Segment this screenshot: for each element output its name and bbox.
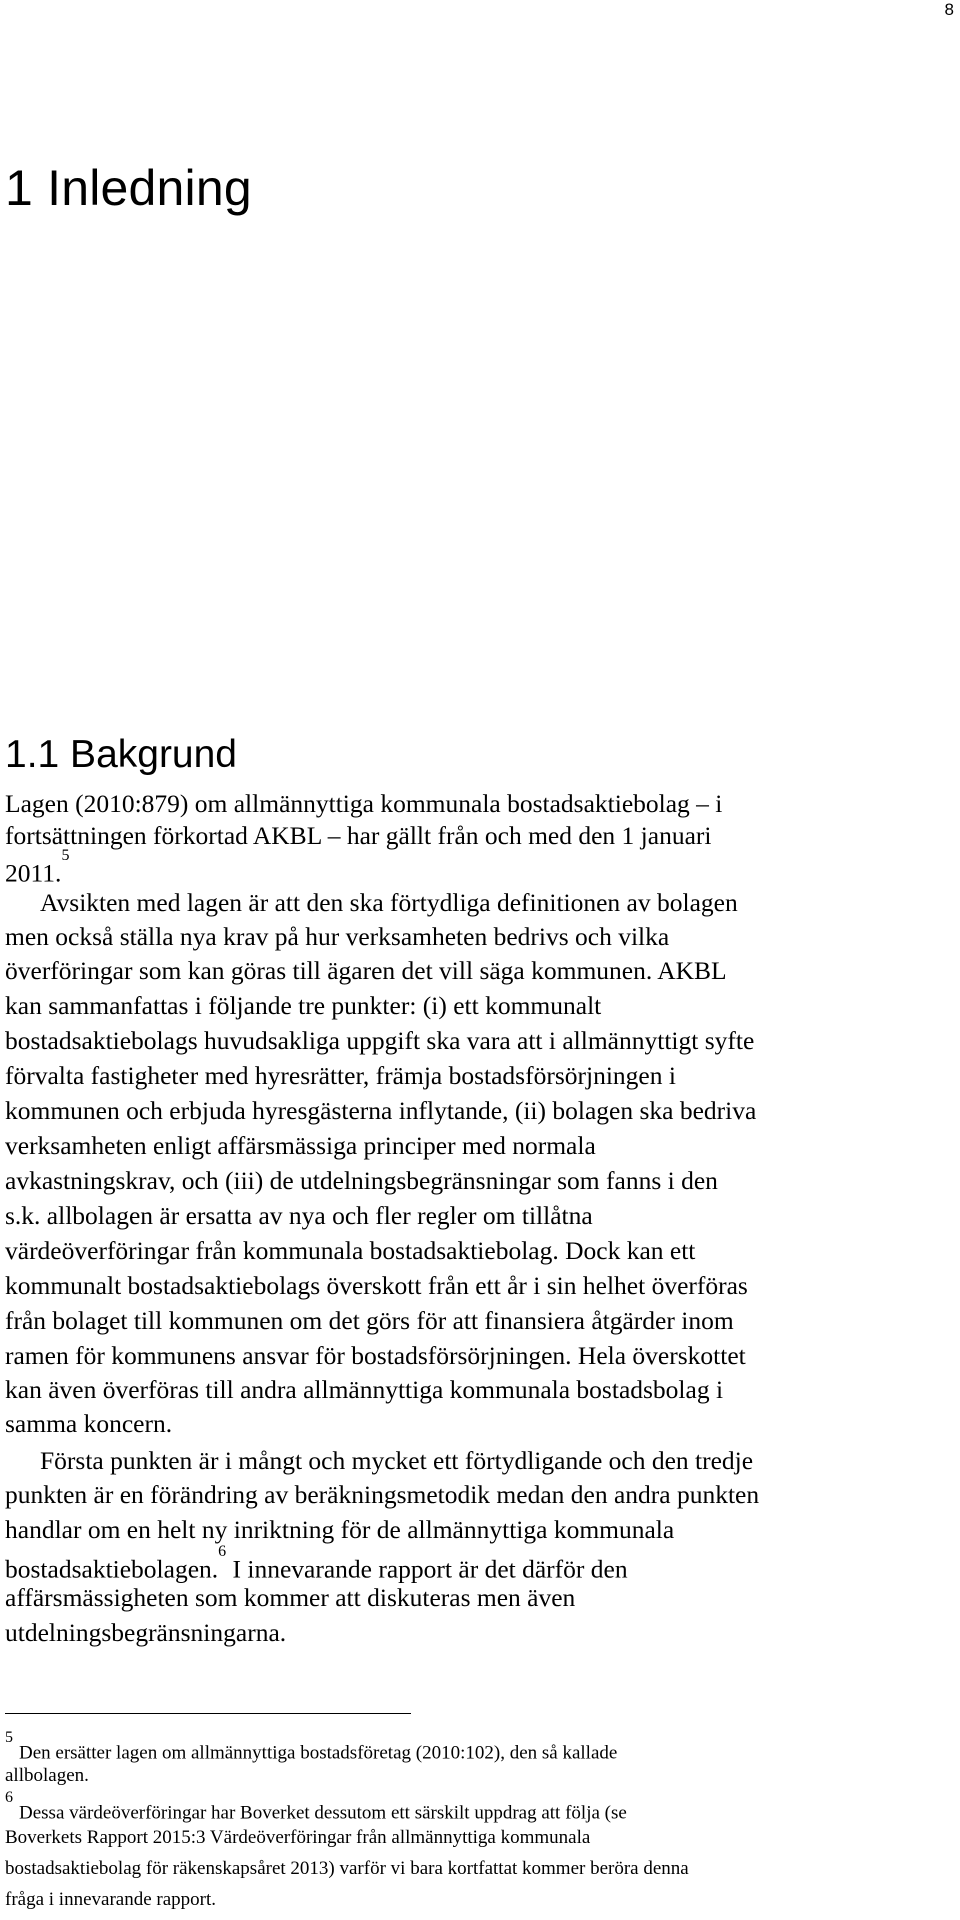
body-text-segment: I innevarande rapport är det därför den <box>226 1554 628 1584</box>
body-line: värdeöverföringar från kommunala bostadsaktiebolag. Dock kan ett <box>5 1236 696 1265</box>
body-line: Första punkten är i mångt och mycket ett förtydligande och den tredje <box>40 1446 754 1475</box>
body-line: kommunen och erbjuda hyresgästerna inflytande, (ii) bolagen ska bedriva <box>5 1096 757 1125</box>
body-line: samma koncern. <box>5 1409 173 1438</box>
footnote-line: bostadsaktiebolag för räkenskapsåret 2013) varför vi bara kortfattat kommer beröra denna <box>5 1858 689 1879</box>
body-line: s.k. allbolagen är ersatta av nya och fler regler om tillåtna <box>5 1201 593 1230</box>
chapter-title: 1 Inledning <box>5 160 252 216</box>
page-number: 8 <box>944 0 954 19</box>
body-line: handlar om en helt ny inriktning för de allmännyttiga kommunala <box>5 1515 675 1544</box>
body-line: bostadsaktiebolags huvudsakliga uppgift ska vara att i allmännyttigt syfte <box>5 1026 755 1055</box>
body-line: affärsmässigheten som kommer att diskuteras men även <box>5 1583 576 1612</box>
body-line: verksamheten enligt affärsmässiga principer med normala <box>5 1131 596 1160</box>
body-line: Lagen (2010:879) om allmännyttiga kommunala bostadsaktiebolag – i <box>5 789 723 818</box>
body-text-segment: 2011. <box>5 858 62 888</box>
body-line: kan sammanfattas i följande tre punkter: (i) ett kommunalt <box>5 991 602 1020</box>
body-line: ramen för kommunens ansvar för bostadsförsörjningen. Hela överskottet <box>5 1341 746 1370</box>
footnote-reference[interactable]: 5 <box>61 847 70 864</box>
footnote-line: fråga i innevarande rapport. <box>5 1889 217 1910</box>
footnote-line <box>5 1729 618 1765</box>
body-line: överföringar som kan göras till ägaren det vill säga kommunen. AKBL <box>5 956 727 985</box>
footnote-line: Boverkets Rapport 2015:3 Värdeöverföringar från allmännyttiga kommunala <box>5 1827 591 1848</box>
footnote-marker: 6 <box>5 1789 13 1806</box>
footnote-line: allbolagen. <box>5 1765 89 1786</box>
body-line: förvalta fastigheter med hyresrätter, främja bostadsförsörjningen i <box>5 1061 676 1090</box>
body-line <box>5 1543 628 1586</box>
footnote-marker: 5 <box>5 1729 13 1746</box>
footnote-text: Dessa värdeöverföringar har Boverket dessutom ett särskilt uppdrag att följa (se <box>19 1802 627 1824</box>
body-line: utdelningsbegränsningarna. <box>5 1618 287 1647</box>
body-line: från bolaget till kommunen om det görs för att finansiera åtgärder inom <box>5 1306 734 1335</box>
body-line: fortsättningen förkortad AKBL – har gällt från och med den 1 januari <box>5 821 712 850</box>
footnote-reference[interactable]: 6 <box>218 1543 227 1560</box>
section-title: 1.1 Bakgrund <box>5 733 238 776</box>
body-text-segment: bostadsaktiebolagen. <box>5 1554 219 1584</box>
body-line: kan även överföras till andra allmännyttiga kommunala bostadsbolag i <box>5 1375 724 1404</box>
body-line: men också ställa nya krav på hur verksamheten bedrivs och vilka <box>5 922 670 951</box>
footnote-line <box>5 1789 627 1825</box>
body-line <box>5 847 70 890</box>
footnote-text: Den ersätter lagen om allmännyttiga bostadsföretag (2010:102), den så kallade <box>19 1742 618 1764</box>
body-line: punkten är en förändring av beräkningsmetodik medan den andra punkten <box>5 1480 760 1509</box>
body-line: Avsikten med lagen är att den ska förtydliga definitionen av bolagen <box>40 888 738 917</box>
footnote-separator <box>5 1713 411 1714</box>
body-line: kommunalt bostadsaktiebolags överskott från ett år i sin helhet överföras <box>5 1271 748 1300</box>
body-line: avkastningskrav, och (iii) de utdelningsbegränsningar som fanns i den <box>5 1166 718 1195</box>
